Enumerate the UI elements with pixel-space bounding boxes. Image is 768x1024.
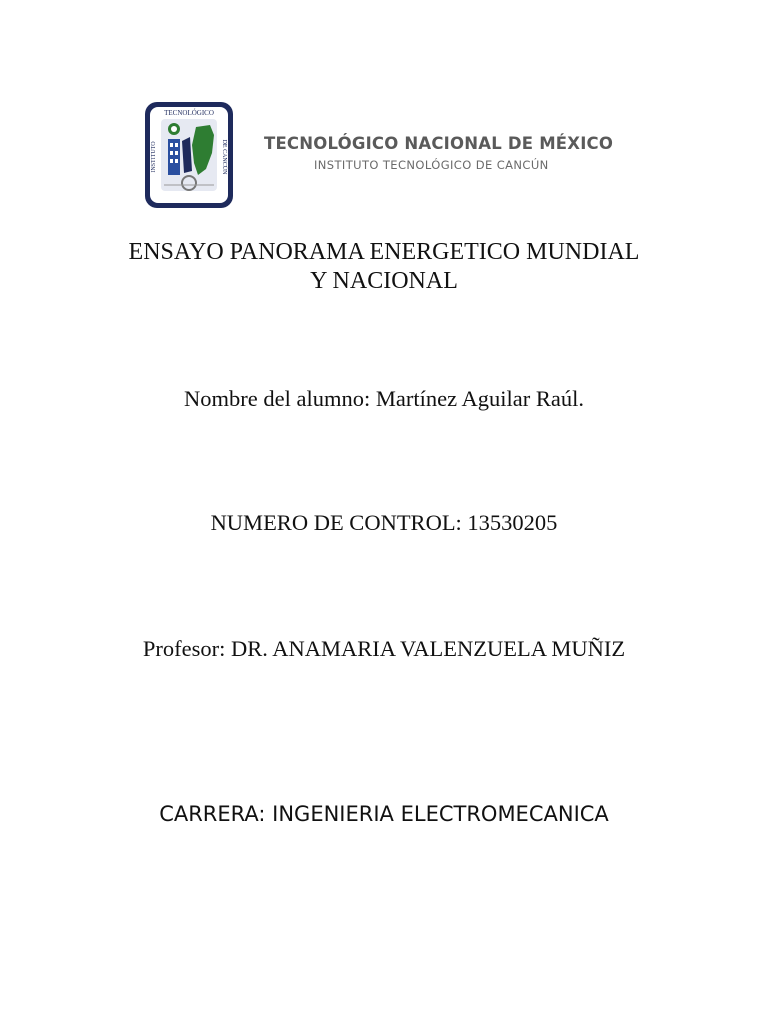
svg-text:INSTITUTO: INSTITUTO — [151, 141, 157, 173]
control-number: NUMERO DE CONTROL: 13530205 — [210, 510, 558, 535]
document-title — [0, 238, 768, 296]
student-name: Nombre del alumno: Martínez Aguilar Raúl. — [184, 386, 584, 411]
institution-title: TECNOLÓGICO NACIONAL DE MÉXICO — [264, 134, 614, 153]
institute-seal-logo — [144, 101, 234, 209]
institution-header — [264, 134, 644, 172]
professor-name: Profesor: DR. ANAMARIA VALENZUELA MUÑIZ — [142, 636, 626, 661]
institution-subtitle: INSTITUTO TECNOLÓGICO DE CANCÚN — [314, 158, 549, 172]
career-name: CARRERA: INGENIERIA ELECTROMECANICA — [159, 802, 609, 826]
document-title-line-1: ENSAYO PANORAMA ENERGETICO MUNDIAL — [128, 239, 640, 265]
document-title-line-2: Y NACIONAL — [310, 268, 458, 294]
svg-text:DE CANCÚN: DE CANCÚN — [221, 139, 227, 175]
svg-text:TECNOLÓGICO: TECNOLÓGICO — [164, 109, 214, 117]
